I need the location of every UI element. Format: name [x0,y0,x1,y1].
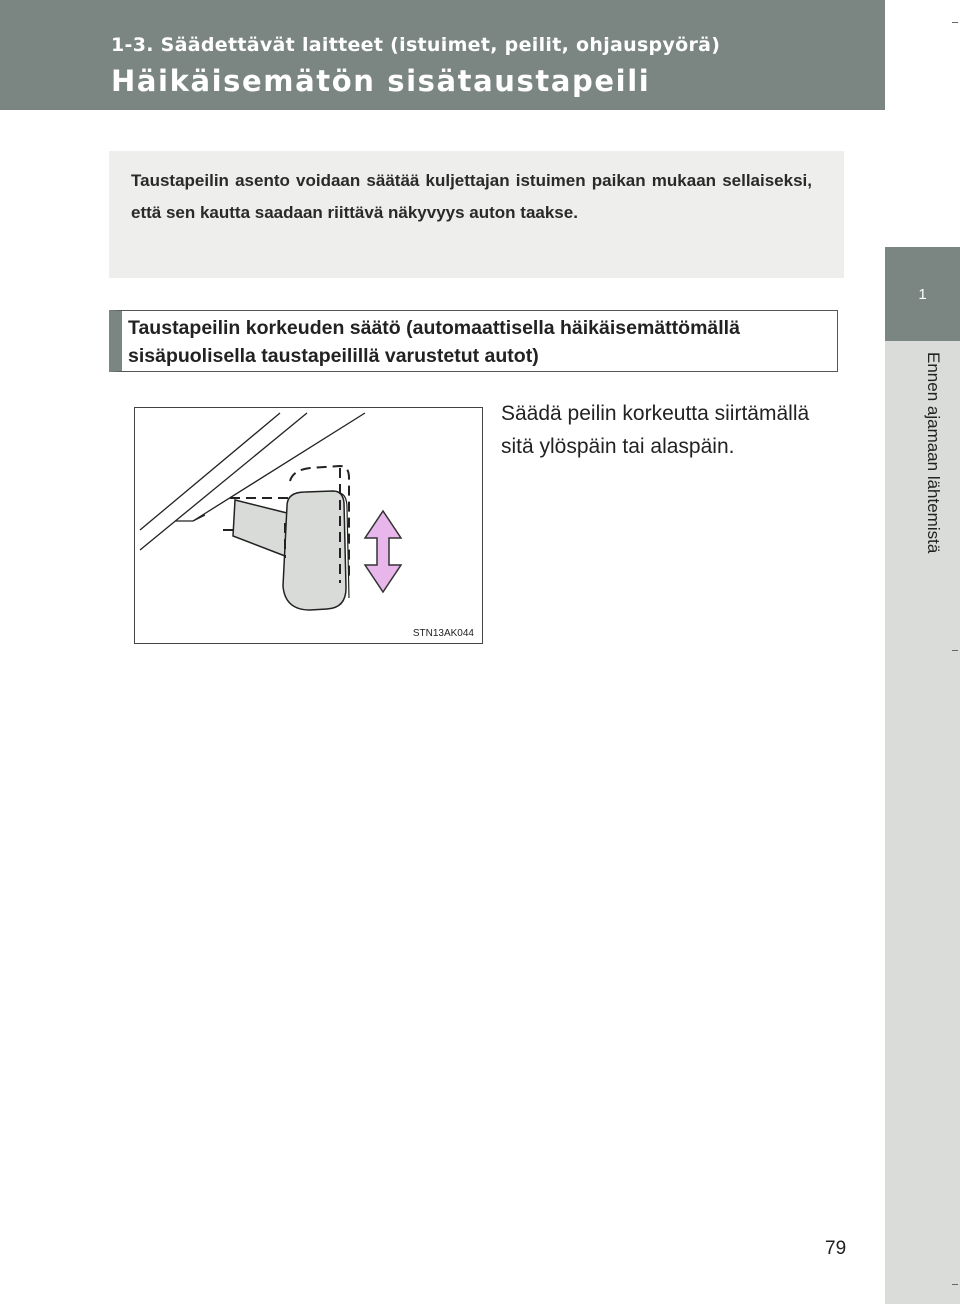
page-number: 79 [825,1238,847,1259]
up-down-arrow-icon [365,511,401,592]
page-header [0,0,885,110]
figure-code: STN13AK044 [412,628,474,639]
instruction-line-1: Säädä peilin korkeutta siirtämällä [501,402,810,425]
mirror-stem [233,500,287,556]
trim-mark [952,650,958,651]
intro-box [109,151,844,278]
subheading-line-1: Taustapeilin korkeuden säätö (automaattisella häikäisemättömällä [128,317,740,339]
mirror-drawing [135,408,482,643]
trim-mark [952,1284,958,1285]
chapter-number: 1 [918,285,927,303]
instruction-text [501,397,846,463]
intro-text: Taustapeilin asento voidaan säätää kuljettajan istuimen paikan mukaan sellaiseksi, että sen kautta saadaan riittävä näkyvyys auton taakse. [131,171,812,222]
mirror-body [283,491,346,610]
chapter-tab [885,247,960,341]
subheading-line-2: sisäpuolisella taustapeilillä varustetut autot) [128,345,539,367]
trim-mark [952,22,958,23]
chapter-title: Ennen ajamaan lähtemistä [924,352,943,554]
section-label: 1-3. Säädettävät laitteet (istuimet, peilit, ohjauspyörä) [111,34,721,56]
mirror-illustration [134,407,483,644]
page-title: Häikäisemätön sisätaustapeili [111,64,651,98]
side-margin-top [885,0,960,247]
instruction-line-2: sitä ylöspäin tai alaspäin. [501,435,735,458]
subheading-box [109,310,838,372]
